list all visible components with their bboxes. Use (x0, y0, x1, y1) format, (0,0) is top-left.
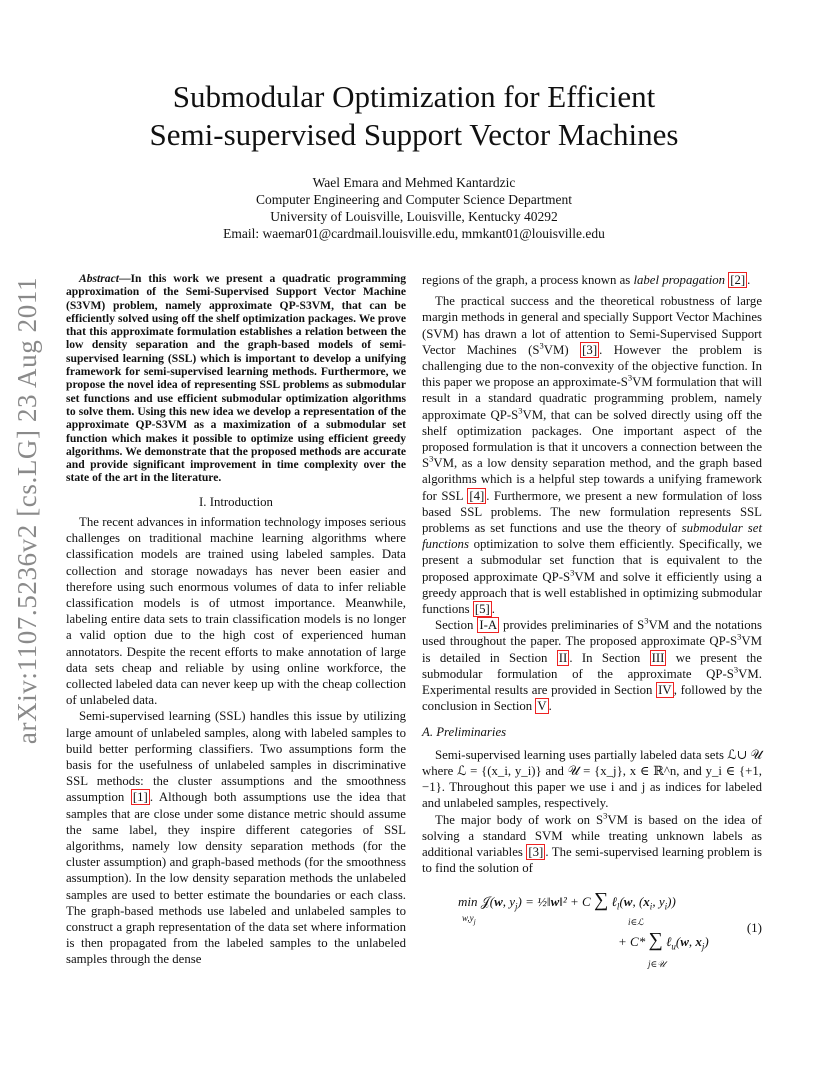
intro-paragraph-1: The recent advances in information technology imposes serious challenges on traditional machine learning algorithms where classification models are trained using labeled samples. Data collection and storage nowadays has never been easier and therefore using such enormous volumes of data to infer reliable classification models is of utmost importance. Meanwhile, labeling entire data sets to train classification models is no longer a valid option due to the high cost of experienced human annotators. Despite the recent efforts to make annotation of large data sets cheap and reliable by using online workforce, the collected labeled data can never keep up with the cheap collection of unlabeled data. (66, 514, 406, 708)
equation-1 (422, 886, 762, 978)
arxiv-id: arXiv:1107.5236v2 [cs.LG] 23 Aug 2011 (12, 276, 43, 744)
equation-min-subscript: $w,y_j$ (462, 913, 476, 927)
section-link[interactable]: III (651, 650, 665, 665)
citation-link[interactable]: [5] (474, 602, 490, 617)
intro-paragraph-3: The practical success and the theoretical robustness of large margin methods in general and specially Support Vector Machines (SVM) has drawn a lot of attention to Semi-Supervised Support Vector Machines $(S^3VM)$ [3] . However the problem is challenging due to the non-convexity of the objective function. In this paper we propose an approximate-$S^3VM$ formulation that will result in a standard quadratic programming problem, namely approximate $QP-S^3VM$, that can be solved directly using off the shelf optimization packages. One important aspect of the proposed formulation is that it uncovers a connection between the $S^3VM$, as a low density separation method, and the graph based algorithms which is a helpful step towards a unifying framework for SSL [4] . Furthermore, we present a new formulation of loss based SSL problems. The new formulation represents SSL problems as set functions and use the theory of submodular set functions optimization to solve them efficiently. Specifically, we present a submodular set function that is equivalent to the proposed approximate $QP-S^3VM$ and solve it efficiently using a greedy approach that is well established in optimizing submodular functions [5] . (422, 294, 763, 617)
section-link[interactable]: I-A (479, 618, 498, 633)
title-line-1: Submodular Optimization for Efficient (172, 79, 656, 114)
citation-link[interactable]: [3] (528, 844, 544, 859)
citation-link[interactable]: [3] (582, 342, 598, 357)
citation-link[interactable]: [1] (132, 790, 148, 805)
intro-paragraph-2-continued: regions of the graph, a process known as label propagation [2] . (422, 273, 751, 287)
intro-paragraph-2: Semi-supervised learning (SSL) handles this issue by utilizing large amount of unlabeled samples, along with labeled samples to build better performing classifiers. Two assumptions form the basis for the usefulness of unlabeled samples in discriminative SSL methods: the cluster assumptions and the smoothness assumption [1] . Although both assumptions use the idea that samples that are close under some distance metric should assume the same label, they inspire different categories of SSL algorithms, namely low density separation methods (for the cluster assumption) and graph-based methods (for the smoothness assumption). In the low density separation methods the unlabeled samples are used to better estimate the boundaries or each class. The graph-based methods use labeled and unlabeled samples to construct a graph representation of the data set where information is then propagated from the labeled samples to the unlabeled samples through the dense (66, 709, 406, 967)
abstract (66, 272, 406, 485)
section-link[interactable]: IV (658, 683, 672, 698)
preliminaries-paragraph-1: Semi-supervised learning uses partially labeled data sets ℒ∪ 𝒰 where ℒ = {(x_i, y_i)} and 𝒰 = {x_j}, x ∈ ℝ^n, and y_i ∈ {+1, −1}. Throughout this paper we use i and j as indices for labeled and unlabeled samples, respectively. (422, 747, 762, 811)
equation-sum-subscript-1: i∈ℒ (628, 917, 644, 928)
section-heading-introduction: I. Introduction (199, 494, 273, 509)
equation-line-2: + C* ∑ ℓ$_u$(w, $x_j$) (618, 929, 709, 952)
affiliation-university: University of Louisville, Louisville, Kentucky 40292 (270, 209, 558, 224)
intro-paragraph-4: Section I-A provides preliminaries of $S^3VM$ and the notations used throughout the paper. The proposed approximate $QP-S^3VM$ is detailed in Section II . In Section III we present the submodular formulation of the approximate $QP-S^3VM$. Experimental results are provided in Section IV , followed by the conclusion in Section V . (422, 616, 763, 714)
subsection-heading-preliminaries: A. Preliminaries (422, 725, 507, 740)
author-emails: Email: waemar01@cardmail.louisville.edu, mmkant01@louisville.edu (223, 226, 605, 241)
affiliation-dept: Computer Engineering and Computer Science Department (255, 192, 573, 207)
author-names: Wael Emara and Mehmed Kantardzic (312, 175, 516, 190)
preliminaries-paragraph-2: The major body of work on $S^3VM$ is based on the idea of solving a standard SVM while treating unknown labels as additional variables [3] . The semi-supervised learning problem is to find the solution of (422, 810, 762, 876)
arxiv-stamp (2, 276, 54, 744)
equation-line-1: min 𝒥(w, $y_j$) = ½‖w‖² + C ∑ ℓ$_l$(w, ($x_i$, $y_i$)) (458, 889, 676, 912)
equation-sum-subscript-2: j∈𝒰 (648, 959, 666, 970)
abstract-label: Abstract (79, 272, 119, 285)
left-column (66, 272, 406, 968)
citation-link[interactable]: [2] (730, 273, 746, 287)
section-link[interactable]: II (558, 650, 568, 665)
equation-number: (1) (746, 920, 762, 936)
section-link[interactable]: V (537, 699, 547, 714)
paper-title (60, 78, 768, 154)
right-column (422, 272, 762, 978)
citation-link[interactable]: [4] (469, 488, 485, 503)
abstract-text: —In this work we present a quadratic programming approximation of the Semi-Supervised Support Vector Machine (S3VM) problem, namely approximate QP-S3VM, that can be efficiently solved using off the shelf optimization packages. We prove that this approximate formulation establishes a relation between the low density separation and the graph-based models of semi-supervised learning (SSL) which is important to develop a unifying framework for semi-supervised learning methods. Furthermore, we propose the novel idea of representing SSL problems as submodular set functions and use efficient submodular optimization algorithms to solve them. Using this new idea we develop a representation of the approximate QP-S3VM as a maximization of a submodular set function which makes it possible to optimize using efficient greedy algorithms. We demonstrate that the proposed methods are accurate and provide significant improvement in time complexity over the state of the art in the literature. (66, 272, 406, 485)
title-line-2: Semi-supervised Support Vector Machines (149, 117, 679, 152)
